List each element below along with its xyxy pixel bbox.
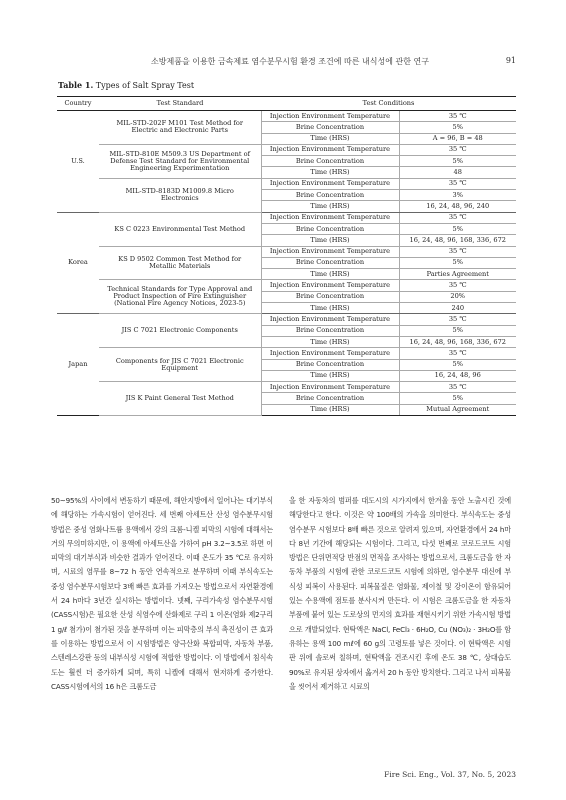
condition-name-cell: Injection Environment Temperature [261,178,399,189]
table-row [57,178,516,189]
condition-value-cell: 5% [399,325,516,336]
header-country: Country [57,97,99,111]
table-row [57,212,516,223]
condition-name-cell: Injection Environment Temperature [261,111,399,122]
condition-value-cell: 16, 24, 48, 96, 240 [399,201,516,212]
condition-value-cell: Parties Agreement [399,269,516,280]
table-caption-label: Table 1. [58,80,94,90]
condition-name-cell: Injection Environment Temperature [261,348,399,359]
test-standard-cell: JIS K Paint General Test Method [99,382,261,416]
condition-name-cell: Brine Concentration [261,257,399,268]
condition-value-cell: 35 ℃ [399,280,516,291]
condition-name-cell: Injection Environment Temperature [261,246,399,257]
table-row [57,382,516,393]
condition-name-cell: Time (HRS) [261,303,399,314]
condition-name-cell: Injection Environment Temperature [261,280,399,291]
country-cell: Korea [57,212,99,314]
condition-value-cell: 35 ℃ [399,111,516,122]
condition-value-cell: 20% [399,291,516,302]
condition-value-cell: 35 ℃ [399,246,516,257]
condition-value-cell: Mutual Agreement [399,404,516,415]
condition-name-cell: Injection Environment Temperature [261,144,399,155]
condition-name-cell: Brine Concentration [261,190,399,201]
body-paragraph-left: 50~95%의 사이에서 변동하기 때문에, 해안지방에서 일어나는 대기부식에 해당하는 가속시험이 얻어진다. 세 번째 아세트산 산성 염수분무시험 방법은 중성 염화나트륨 용액에서 강의 크롬-니켈 피막의 시험에 대해서는 거의 무의미하지만, 이 용액에 아세트산을 가하여 pH 3.2~3.5로 하면 이 피막의 대기부식과 비슷한 결과가 얻어진다. 이때 온도가 35 ℃로 유지하며, 시료의 염무를 8~72 h 동안 연속적으로 분무하며 이때 부식속도는 중성 염수분무시험보다 3배 빠른 효과를 가져오는 방법으로서 자연환경에서 24 h마다 3년간 실시하는 방법이다. 넷째, 구리가속성 염수분무시험(CASS시험)은 필요한 산성 식염수에 산화제로 구리 1 이온(염화 제2구리 1 g/ℓ 첨가)이 첨가된 것을 분무하며 이는 피막층의 부식 촉진성이 큰 효과를 이용하는 방법으로서 이 시험방법은 양극산화 복합피막, 자동차 부품, 스텐레스강판 등의 내부식성 시험에 적합한 방법이다. 이 방법에서 침식속도는 훨씬 더 증가하게 되며, 특히 니켈에 대해서 현저하게 증가한다. CASS시험에서의 16 h은 크롬도금 [51,496,273,691]
table-row [57,246,516,257]
test-standard-cell: Technical Standards for Type Approval and Product Inspection of Fire Extinguisher (National Fire Agency Notices, 2023-5) [99,280,261,314]
test-standard-cell: KS D 9502 Common Test Method for Metallic Materials [99,246,261,280]
condition-value-cell: 5% [399,257,516,268]
table-row [57,111,516,122]
condition-value-cell: 35 ℃ [399,382,516,393]
condition-value-cell: 35 ℃ [399,144,516,155]
journal-footer: Fire Sci. Eng., Vol. 37, No. 5, 2023 [384,770,516,779]
condition-value-cell: 5% [399,359,516,370]
body-column-left [51,494,273,774]
header-test-conditions: Test Conditions [261,97,516,111]
condition-value-cell: 35 ℃ [399,348,516,359]
test-standard-cell: KS C 0223 Environmental Test Method [99,212,261,246]
table-row [57,348,516,359]
body-column-right [289,494,511,774]
test-standard-cell: JIS C 7021 Electronic Components [99,314,261,348]
condition-value-cell: 35 ℃ [399,314,516,325]
condition-value-cell: 35 ℃ [399,178,516,189]
table-caption [58,80,194,90]
page-number: 91 [505,56,516,65]
salt-spray-table [57,96,516,416]
condition-name-cell: Brine Concentration [261,156,399,167]
country-cell: U.S. [57,111,99,213]
test-standard-cell: MIL-STD-8183D M1009.8 Micro Electronics [99,178,261,212]
condition-value-cell: 240 [399,303,516,314]
condition-value-cell: 16, 24, 48, 96, 168, 336, 672 [399,235,516,246]
condition-value-cell: 48 [399,167,516,178]
condition-name-cell: Injection Environment Temperature [261,212,399,223]
body-paragraph-right: 을 한 자동차의 범퍼를 대도시의 시가지에서 한겨울 동안 노출시킨 것에 해당한다고 한다. 이것은 약 100배의 가속을 의미한다. 부식속도는 중성 염수분무 시험보다 8배 빠른 것으로 알려져 있으며, 자연환경에서 24 h마다 8년 기간에 해당되는 시험이다. 그리고, 다섯 번째로 코로드코트 시험방법은 단위면적당 반점의 면적을 조사하는 방법으로서, 크롬도금을 한 자동차 부품의 시험에 관한 코로드코트 시험에 의하면, 염수분무 대신에 부식성 피복이 사용된다. 피복물질은 염화물, 제이철 및 강이온이 함유되어 있는 수용액에 점토를 분사시켜 만든다. 이 시험은 크롬도금을 한 자동차부품에 붙어 있는 도로상의 먼지의 효과를 재현시키기 위한 가속시험 방법으로 개발되었다. 현탁액은 NaCl, FeCl₃ · 6H₂O, Cu (NO₃)₂ · 3H₂O를 함유하는 용액 100 mℓ에 60 g의 고령토를 넣은 것이다. 이 현탁액은 시험판 위에 솔로써 칠하며, 현탁액을 건조시킨 후에 온도 38 ℃, 상대습도 90%로 유지된 상자에서 옮겨서 20 h 동안 방치한다. 그리고 나서 피복물을 씻어서 제거하고 시료의 [289,496,511,691]
condition-name-cell: Injection Environment Temperature [261,382,399,393]
table-row [57,144,516,155]
condition-name-cell: Time (HRS) [261,201,399,212]
condition-name-cell: Time (HRS) [261,404,399,415]
test-standard-cell: MIL-STD-202F M101 Test Method for Electric and Electronic Parts [99,111,261,145]
condition-value-cell: 3% [399,190,516,201]
test-standard-cell: Components for JIS C 7021 Electronic Equipment [99,348,261,382]
condition-value-cell: A = 96, B = 48 [399,133,516,144]
condition-value-cell: 5% [399,156,516,167]
condition-name-cell: Time (HRS) [261,269,399,280]
condition-name-cell: Injection Environment Temperature [261,314,399,325]
test-standard-cell: MIL-STD-810E M509.3 US Department of Defense Test Standard for Environmental Engineering Experimentation [99,144,261,178]
condition-value-cell: 35 ℃ [399,212,516,223]
table-header-row [57,97,516,111]
condition-value-cell: 5% [399,393,516,404]
condition-name-cell: Brine Concentration [261,359,399,370]
condition-name-cell: Time (HRS) [261,133,399,144]
condition-name-cell: Time (HRS) [261,370,399,381]
condition-value-cell: 5% [399,122,516,133]
table-row [57,280,516,291]
condition-name-cell: Brine Concentration [261,393,399,404]
condition-value-cell: 16, 24, 48, 96, 168, 336, 672 [399,336,516,347]
running-title: 소방제품을 이용한 금속제료 염수분무시험 환경 조건에 따른 내식성에 관한 연구 [151,57,429,66]
condition-name-cell: Time (HRS) [261,235,399,246]
table-caption-text: Types of Salt Spray Test [95,81,195,90]
condition-name-cell: Brine Concentration [261,291,399,302]
condition-name-cell: Time (HRS) [261,336,399,347]
condition-name-cell: Brine Concentration [261,122,399,133]
table-row [57,314,516,325]
condition-value-cell: 5% [399,223,516,234]
condition-name-cell: Brine Concentration [261,223,399,234]
table-body [57,111,516,416]
country-cell: Japan [57,314,99,416]
condition-value-cell: 16, 24, 48, 96 [399,370,516,381]
header-test-standard: Test Standard [99,97,261,111]
condition-name-cell: Time (HRS) [261,167,399,178]
condition-name-cell: Brine Concentration [261,325,399,336]
